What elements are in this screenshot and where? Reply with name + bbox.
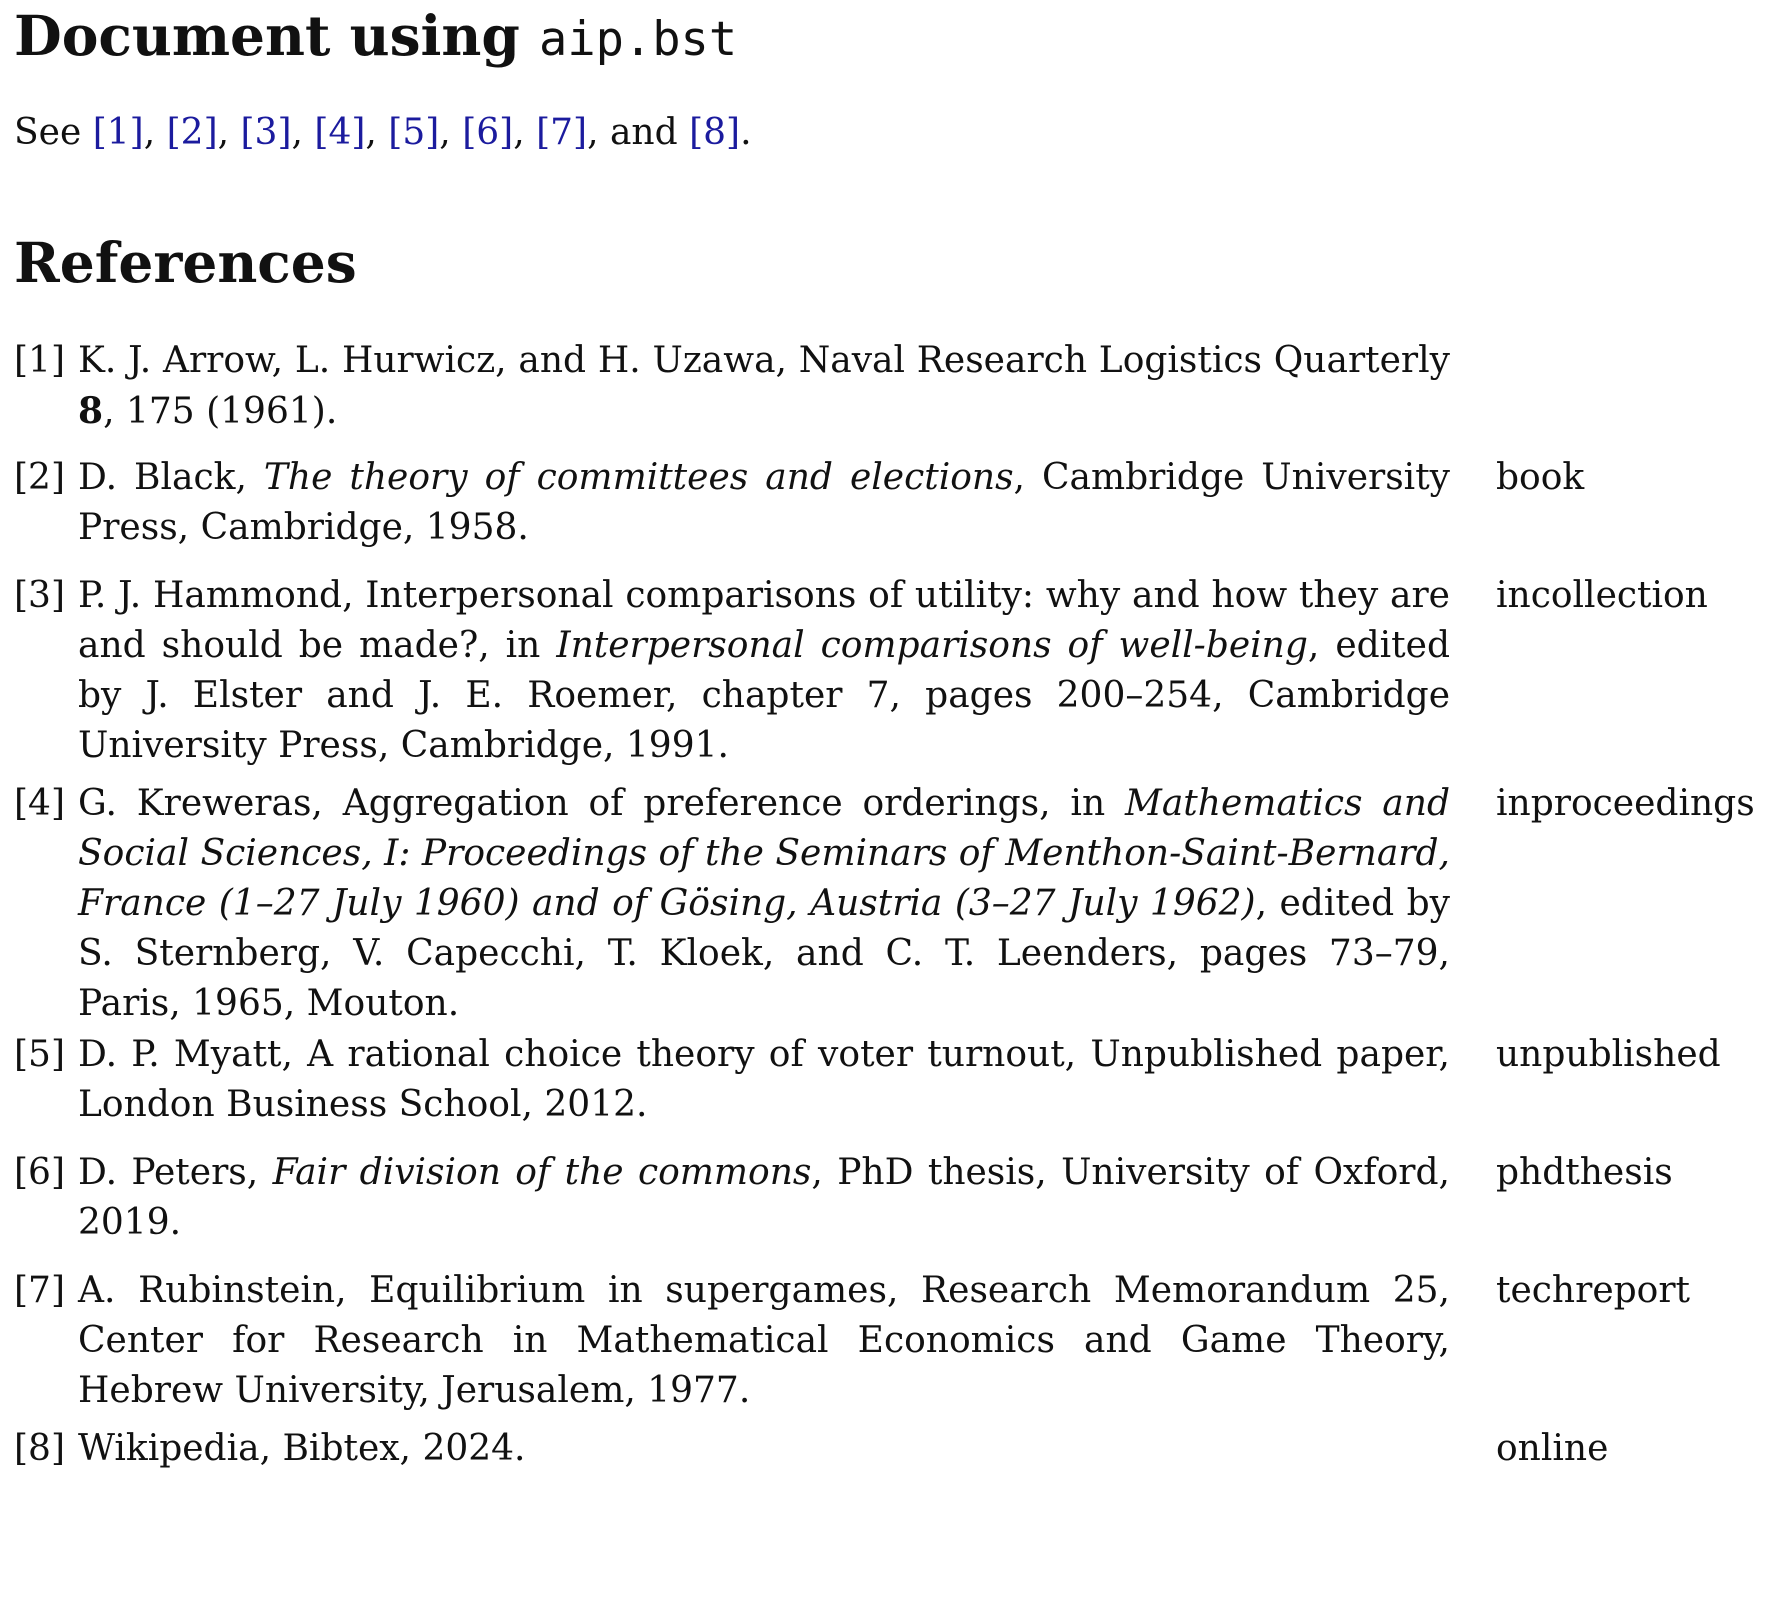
reference-text-run: K. J. Arrow, L. Hurwicz, and H. Uzawa, Naval Research Logistics Quarterly (78, 340, 1450, 381)
reference-entry-type: phdthesis (1496, 1152, 1673, 1193)
reference-entry-type: techreport (1496, 1270, 1691, 1311)
reference-entry-type: unpublished (1496, 1034, 1721, 1075)
reference-label: [8] (14, 1428, 65, 1469)
reference-text-run: , Cambridge University Press, Cambridge, 1958. (78, 457, 1450, 548)
citation-separator: , (365, 112, 389, 153)
intro-prefix: See (14, 112, 82, 153)
reference-text-run: , 175 (1961). (103, 391, 338, 432)
reference-text (78, 571, 1450, 771)
title-prefix: Document using (14, 3, 520, 68)
reference-volume: 8 (78, 390, 104, 432)
intro-period: . (740, 112, 752, 153)
reference-italic-title: Interpersonal comparisons of well-being (556, 625, 1308, 666)
reference-entry-type: inproceedings (1496, 783, 1755, 824)
citation-separator: , (291, 112, 315, 153)
references-heading: References (14, 230, 357, 295)
citation-separator: , (439, 112, 463, 153)
citation-link[interactable]: [8] (689, 112, 741, 153)
reference-label: [1] (14, 340, 65, 381)
citation-link[interactable]: [4] (314, 112, 366, 153)
reference-text (78, 1148, 1450, 1248)
citation-separator: , (143, 112, 167, 153)
citation-separator: , (217, 112, 241, 153)
reference-text-run: G. Kreweras, Aggregation of preference orderings, in (78, 783, 1125, 824)
reference-text-run: , edited by J. Elster and J. E. Roemer, chapter 7, pages 200–254, Cambridge University Press, Cambridge, 1991. (78, 625, 1450, 766)
reference-text (78, 779, 1450, 1029)
citation-link[interactable]: [1] (92, 112, 144, 153)
reference-text-run: Wikipedia, Bibtex, 2024. (78, 1428, 526, 1469)
reference-label: [5] (14, 1034, 65, 1075)
reference-label: [6] (14, 1152, 65, 1193)
reference-text-run: D. Black, (78, 457, 264, 498)
reference-text-run: D. Peters, (78, 1152, 273, 1193)
reference-text (78, 1030, 1450, 1130)
citation-link[interactable]: [6] (462, 112, 514, 153)
reference-text-run: A. Rubinstein, Equilibrium in supergames, Research Memorandum 25, Center for Research in Mathematical Economics and Game Theory, Hebrew University, Jerusalem, 1977. (78, 1270, 1450, 1411)
reference-label: [3] (14, 575, 65, 616)
citation-link[interactable]: [7] (536, 112, 588, 153)
reference-text (78, 336, 1450, 437)
reference-text-run: P. J. Hammond, Interpersonal comparisons of utility: why and how they are and should be made?, in (78, 575, 1450, 666)
citation-separator: , and (587, 112, 690, 153)
reference-label: [7] (14, 1270, 65, 1311)
intro-sentence (14, 108, 752, 158)
reference-label: [2] (14, 457, 65, 498)
citation-link[interactable]: [2] (166, 112, 218, 153)
intro-citations (93, 112, 752, 153)
reference-text-run: D. P. Myatt, A rational choice theory of voter turnout, Unpublished paper, London Business School, 2012. (78, 1034, 1450, 1125)
citation-link[interactable]: [3] (240, 112, 292, 153)
reference-entry-type: incollection (1496, 575, 1708, 616)
reference-italic-title: Mathematics and Social Sciences, I: Proceedings of the Seminars of Menthon-Saint-Bernard, France (1–27 July 1960) and of Gösing, Austria (3–27 July 1962) (78, 783, 1450, 924)
reference-label: [4] (14, 783, 65, 824)
reference-entry-type: online (1496, 1428, 1609, 1469)
reference-text (78, 1424, 1450, 1474)
reference-italic-title: The theory of committees and elections (263, 457, 1014, 498)
reference-italic-title: Fair division of the commons (272, 1152, 812, 1193)
reference-text (78, 453, 1450, 553)
reference-entry-type: book (1496, 457, 1585, 498)
reference-text (78, 1266, 1450, 1416)
reference-text-run: , edited by S. Sternberg, V. Capecchi, T. Kloek, and C. T. Leenders, pages 73–79, Paris, 1965, Mouton. (78, 883, 1450, 1024)
citation-link[interactable]: [5] (388, 112, 440, 153)
citation-separator: , (513, 112, 537, 153)
document-title (14, 0, 737, 72)
title-bst-filename: aip.bst (539, 12, 738, 67)
reference-text-run: , PhD thesis, University of Oxford, 2019. (78, 1152, 1450, 1243)
